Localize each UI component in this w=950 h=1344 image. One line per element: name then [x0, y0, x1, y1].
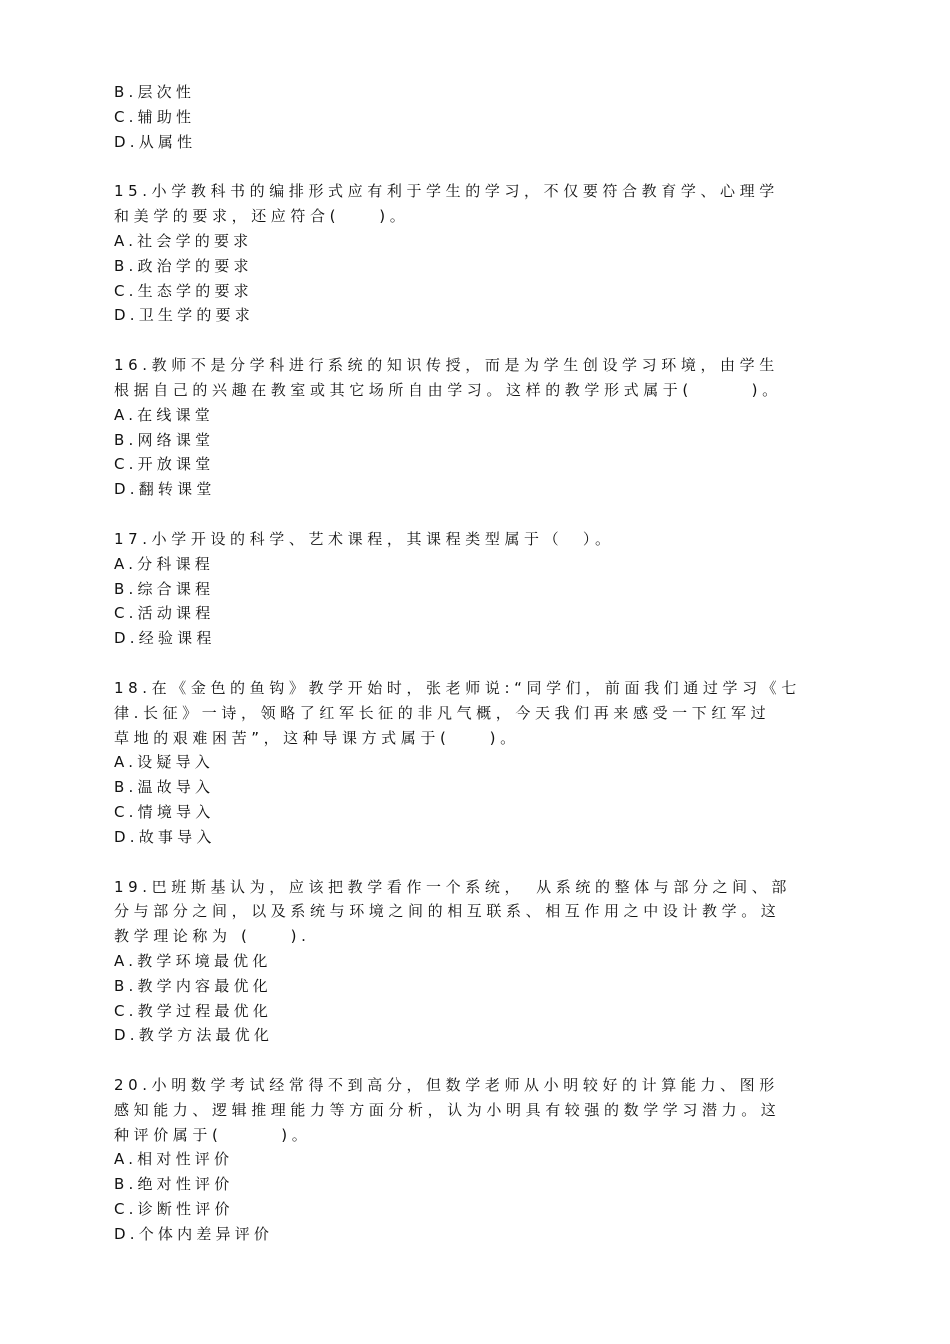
question-stem: 教学理论称为 ( ). — [114, 927, 311, 946]
option: D.翻转课堂 — [114, 480, 216, 499]
exam-page — [114, 80, 866, 1247]
question-stem: 律.长征》一诗，领略了红军长征的非凡气概，今天我们再来感受一下红军过 — [114, 703, 771, 722]
option: C.辅助性 — [114, 107, 196, 126]
question-stem: 根据自己的兴趣在教室或其它场所自由学习。这样的教学形式属于( )。 — [114, 380, 782, 399]
question-stem: 草地的艰难困苦”，这种导课方式属于( )。 — [114, 728, 520, 747]
option: A.在线课堂 — [114, 405, 214, 424]
question-stem: 16.教师不是分学科进行系统的知识传授，而是为学生创设学习环境，由学生 — [114, 356, 779, 375]
option: C.教学过程最优化 — [114, 1001, 273, 1020]
option: C.诊断性评价 — [114, 1200, 234, 1219]
question-17 — [114, 527, 866, 651]
question-stem: 15.小学教科书的编排形式应有利于学生的学习，不仅要符合教育学、心理学 — [114, 182, 779, 201]
option: D.卫生学的要求 — [114, 306, 254, 325]
option: B.层次性 — [114, 83, 196, 101]
option: C.开放课堂 — [114, 455, 215, 474]
option: B.教学内容最优化 — [114, 976, 272, 995]
option: C.生态学的要求 — [114, 281, 253, 300]
option-group-continued — [114, 80, 866, 154]
option: A.教学环境最优化 — [114, 951, 272, 970]
option: B.温故导入 — [114, 778, 215, 797]
option: D.经验课程 — [114, 629, 216, 648]
question-stem: 18.在《金色的鱼钩》教学开始时，张老师说:“同学们，前面我们通过学习《七 — [114, 678, 801, 697]
option: C.情境导入 — [114, 802, 215, 821]
question-stem: 分与部分之间，以及系统与环境之间的相互联系、相互作用之中设计教学。这 — [114, 902, 781, 921]
question-18 — [114, 676, 866, 850]
option: A.分科课程 — [114, 554, 214, 573]
option: B.综合课程 — [114, 579, 215, 598]
option: D.教学方法最优化 — [114, 1026, 274, 1045]
question-stem: 种评价属于( )。 — [114, 1125, 312, 1144]
question-19 — [114, 875, 866, 1049]
option: A.设疑导入 — [114, 753, 214, 772]
question-20 — [114, 1073, 866, 1247]
option: D.个体内差异评价 — [114, 1224, 274, 1243]
question-stem: 感知能力、逻辑推理能力等方面分析，认为小明具有较强的数学学习潜力。这 — [114, 1100, 781, 1119]
option: D.故事导入 — [114, 827, 216, 846]
option: D.从属性 — [114, 132, 197, 151]
option: B.绝对性评价 — [114, 1175, 234, 1194]
question-stem: 20.小明数学考试经常得不到高分，但数学老师从小明较好的计算能力、图形 — [114, 1076, 779, 1095]
option: B.网络课堂 — [114, 430, 215, 449]
question-stem: 19.巴班斯基认为，应该把教学看作一个系统， 从系统的整体与部分之间、部 — [114, 877, 791, 896]
option: A.社会学的要求 — [114, 231, 253, 250]
question-15 — [114, 179, 866, 328]
question-16 — [114, 353, 866, 502]
question-stem: 和美学的要求，还应符合( )。 — [114, 207, 410, 226]
option: C.活动课程 — [114, 604, 215, 623]
question-stem: 17.小学开设的科学、艺术课程，其课程类型属于（ ）。 — [114, 529, 615, 548]
option: A.相对性评价 — [114, 1150, 234, 1169]
option: B.政治学的要求 — [114, 256, 253, 275]
